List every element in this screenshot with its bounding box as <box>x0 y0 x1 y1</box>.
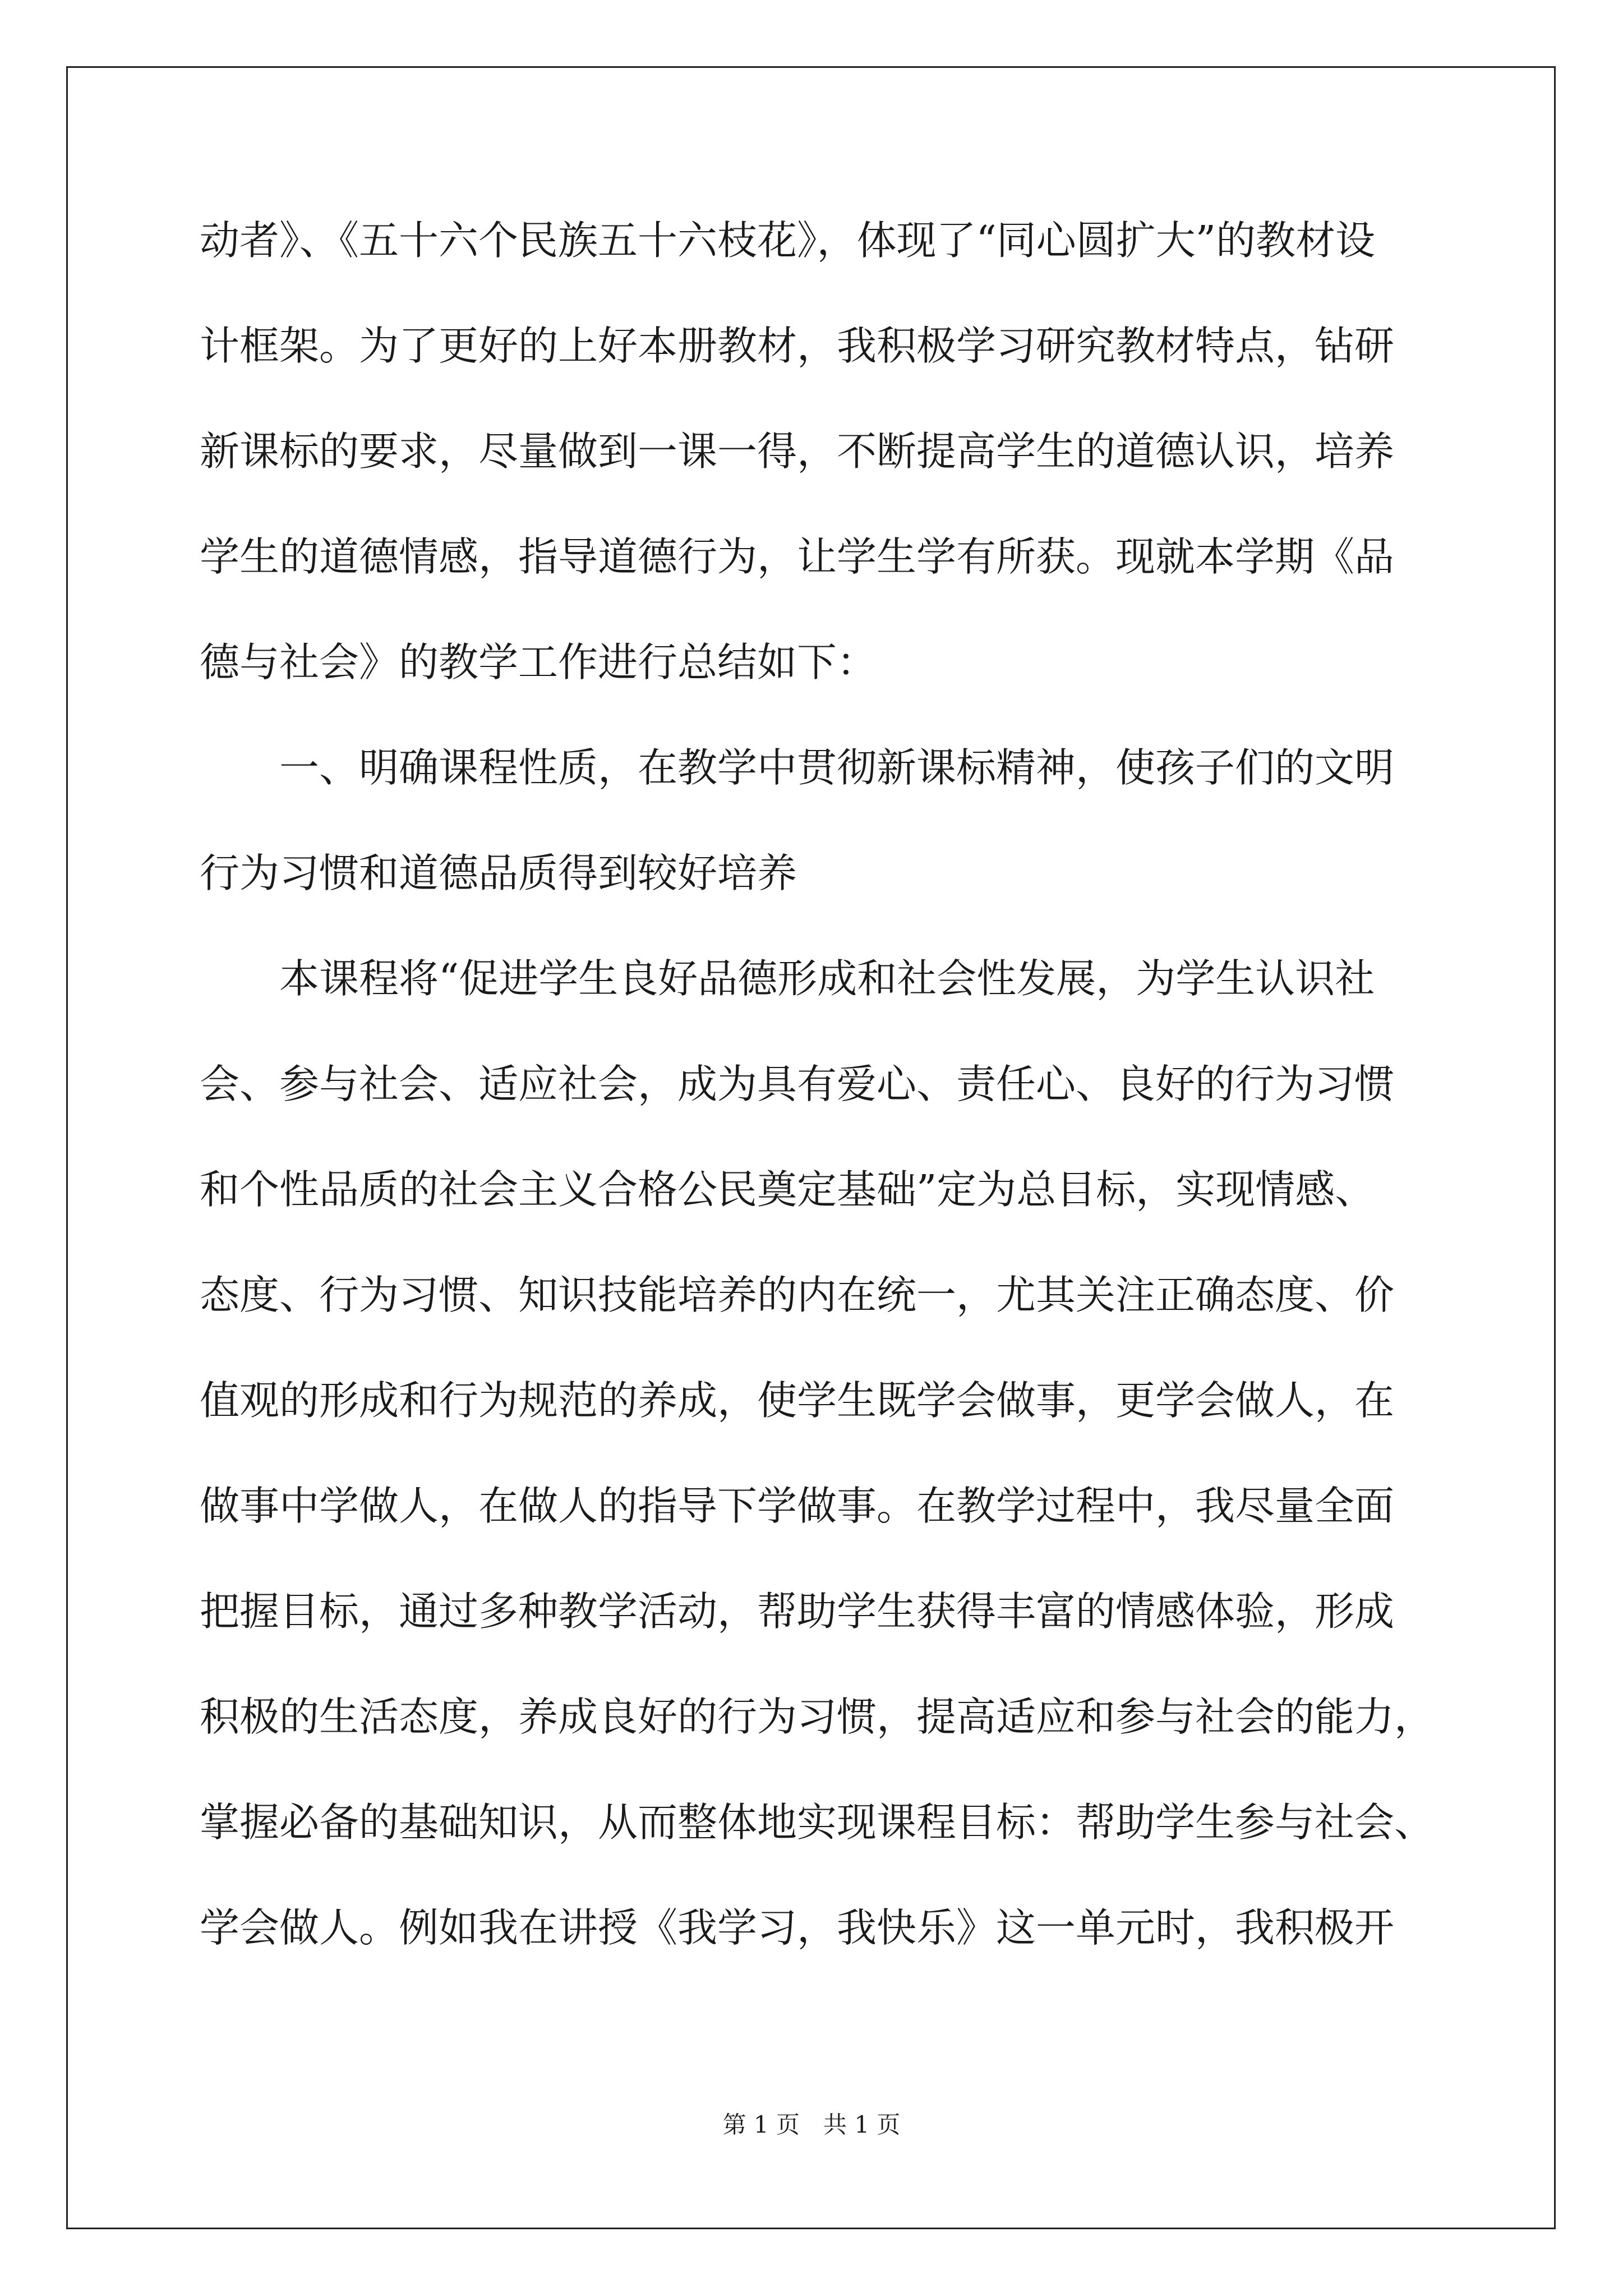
text-line-9: 会、参与社会、适应社会，成为具有爱心、责任心、良好的行为习惯 <box>200 1061 1395 1107</box>
text-line-15: 积极的生活态度，养成良好的行为习惯，提高适应和参与社会的能力， <box>200 1694 1435 1740</box>
text-line-10: 和个性品质的社会主义合格公民奠定基础”定为总目标，实现情感、 <box>200 1166 1375 1213</box>
text-line-14: 把握目标，通过多种教学活动，帮助学生获得丰富的情感体验，形成 <box>200 1588 1395 1635</box>
page-number-footer: 第 1 页 共 1 页 <box>722 2111 901 2138</box>
section-heading-line-1: 一、明确课程性质，在教学中贯彻新课标精神，使孩子们的文明 <box>200 744 1395 791</box>
text-line-8: 本课程将“促进学生良好品德形成和社会性发展，为学生认识社 <box>200 955 1375 1002</box>
text-line-13: 做事中学做人，在做人的指导下学做事。在教学过程中，我尽量全面 <box>200 1483 1395 1529</box>
text-line-4: 学生的道德情感，指导道德行为，让学生学有所获。现就本学期《品 <box>200 533 1395 580</box>
document-body <box>200 214 1433 1954</box>
text-line-2: 计框架。为了更好的上好本册教材，我积极学习研究教材特点，钻研 <box>200 323 1395 369</box>
text-line-3: 新课标的要求，尽量做到一课一得，不断提高学生的道德认识，培养 <box>200 428 1395 475</box>
section-heading-line-2: 行为习惯和道德品质得到较好培养 <box>200 850 797 896</box>
text-line-11: 态度、行为习惯、知识技能培养的内在统一，尤其关注正确态度、价 <box>200 1272 1395 1318</box>
text-line-1: 动者》、《五十六个民族五十六枝花》，体现了“同心圆扩大”的教材设 <box>200 217 1376 264</box>
text-line-12: 值观的形成和行为规范的养成，使学生既学会做事，更学会做人，在 <box>200 1377 1395 1424</box>
text-line-17: 学会做人。例如我在讲授《我学习，我快乐》这一单元时，我积极开 <box>200 1904 1395 1951</box>
text-line-5: 德与社会》的教学工作进行总结如下： <box>200 639 877 685</box>
text-line-16: 掌握必备的基础知识，从而整体地实现课程目标：帮助学生参与社会、 <box>200 1799 1435 1846</box>
